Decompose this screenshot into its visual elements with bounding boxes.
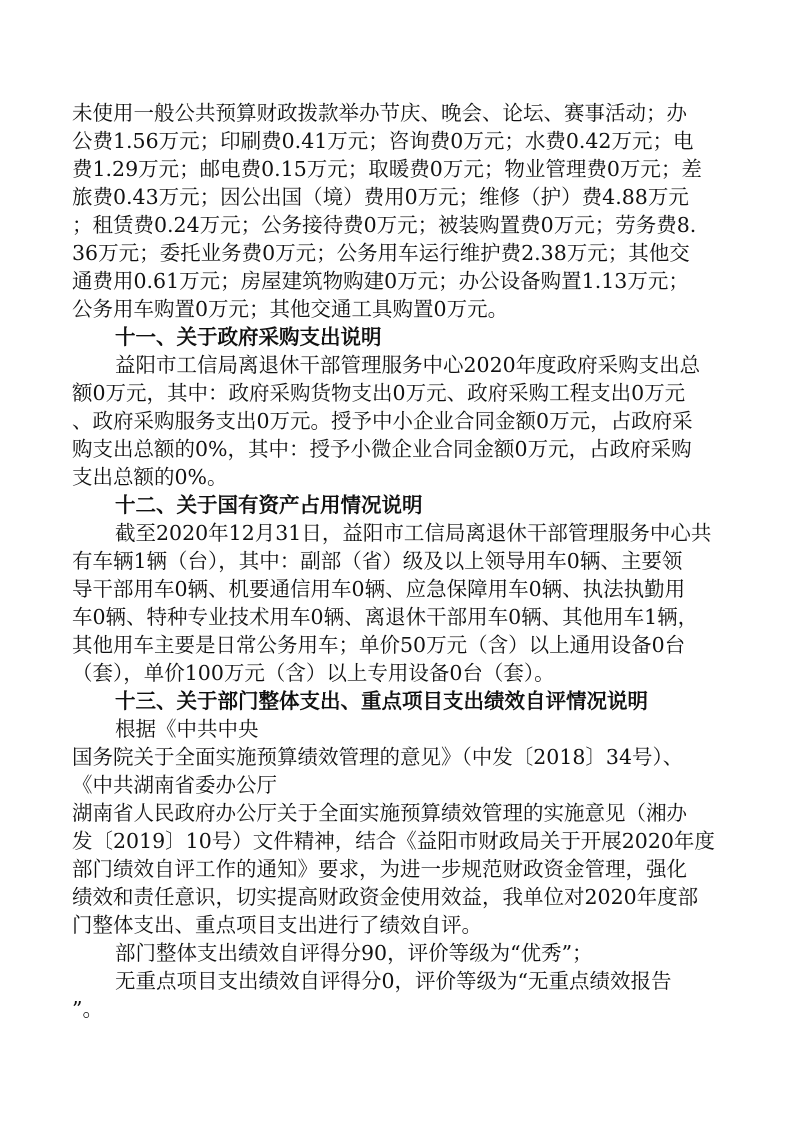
text-line: 门整体支出、重点项目支出进行了绩效自评。 [72,913,482,937]
text-line: 36万元；委托业务费0万元；公务用车运行维护费2.38万元；其他交 [72,241,690,265]
text-line: 无重点项目支出绩效自评得分0，评价等级为“无重点绩效报告 [115,969,672,993]
text-line: 部门绩效自评工作的通知》要求，为进一步规范财政资金管理，强化 [72,857,687,881]
text-line: 支出总额的0%。 [72,465,228,489]
text-line: 国务院关于全面实施预算绩效管理的意见》（中发〔2018〕34号）、 [72,745,684,769]
text-line: 《中共湖南省委办公厅 [72,773,277,797]
text-line: 、政府采购服务支出0万元。授予中小企业合同金额0万元，占政府采 [72,409,693,433]
text-line: 购支出总额的0%，其中：授予小微企业合同金额0万元，占政府采购 [72,437,692,461]
text-line: 未使用一般公共预算财政拨款举办节庆、晚会、论坛、赛事活动；办 [72,101,687,125]
text-line: 截至2020年12月31日，益阳市工信局离退休干部管理服务中心共 [115,521,712,545]
text-line: ；租赁费0.24万元；公务接待费0万元；被装购置费0万元；劳务费8. [72,213,697,237]
section-heading: 十一、关于政府采购支出说明 [115,325,382,349]
text-line: 公费1.56万元；印刷费0.41万元；咨询费0万元；水费0.42万元；电 [72,129,694,153]
text-line: 旅费0.43万元；因公出国（境）费用0万元；维修（护）费4.88万元 [72,185,689,209]
text-line: 发〔2019〕10号）文件精神，结合《益阳市财政局关于开展2020年度 [72,829,715,853]
document-body [72,99,732,1023]
section-heading: 十三、关于部门整体支出、重点项目支出绩效自评情况说明 [115,689,648,713]
text-line: 车0辆、特种专业技术用车0辆、离退休干部用车0辆、其他用车1辆， [72,605,699,629]
text-line: 湖南省人民政府办公厅关于全面实施预算绩效管理的实施意见（湘办 [72,801,687,825]
text-line: 部门整体支出绩效自评得分90，评价等级为“优秀”； [115,941,593,965]
text-line: 额0万元，其中：政府采购货物支出0万元、政府采购工程支出0万元 [72,381,686,405]
text-line: 导干部用车0辆、机要通信用车0辆、应急保障用车0辆、执法执勤用 [72,577,686,601]
text-line: 公务用车购置0万元；其他交通工具购置0万元。 [72,297,509,321]
text-line: 费1.29万元；邮电费0.15万元；取暖费0万元；物业管理费0万元；差 [72,157,702,181]
section-heading: 十二、关于国有资产占用情况说明 [115,493,423,517]
text-line: 根据《中共中央 [115,717,259,741]
text-line: 通费用0.61万元；房屋建筑物购建0万元；办公设备购置1.13万元； [72,269,689,293]
text-line: 有车辆1辆（台），其中：副部（省）级及以上领导用车0辆、主要领 [72,549,683,573]
text-line: 绩效和责任意识，切实提高财政资金使用效益，我单位对2020年度部 [72,885,699,909]
text-line: （套），单价100万元（含）以上专用设备0台（套）。 [72,661,555,685]
text-line: ”。 [72,997,103,1021]
text-line: 其他用车主要是日常公务用车；单价50万元（含）以上通用设备0台 [72,633,686,657]
text-line: 益阳市工信局离退休干部管理服务中心2020年度政府采购支出总 [115,353,701,377]
